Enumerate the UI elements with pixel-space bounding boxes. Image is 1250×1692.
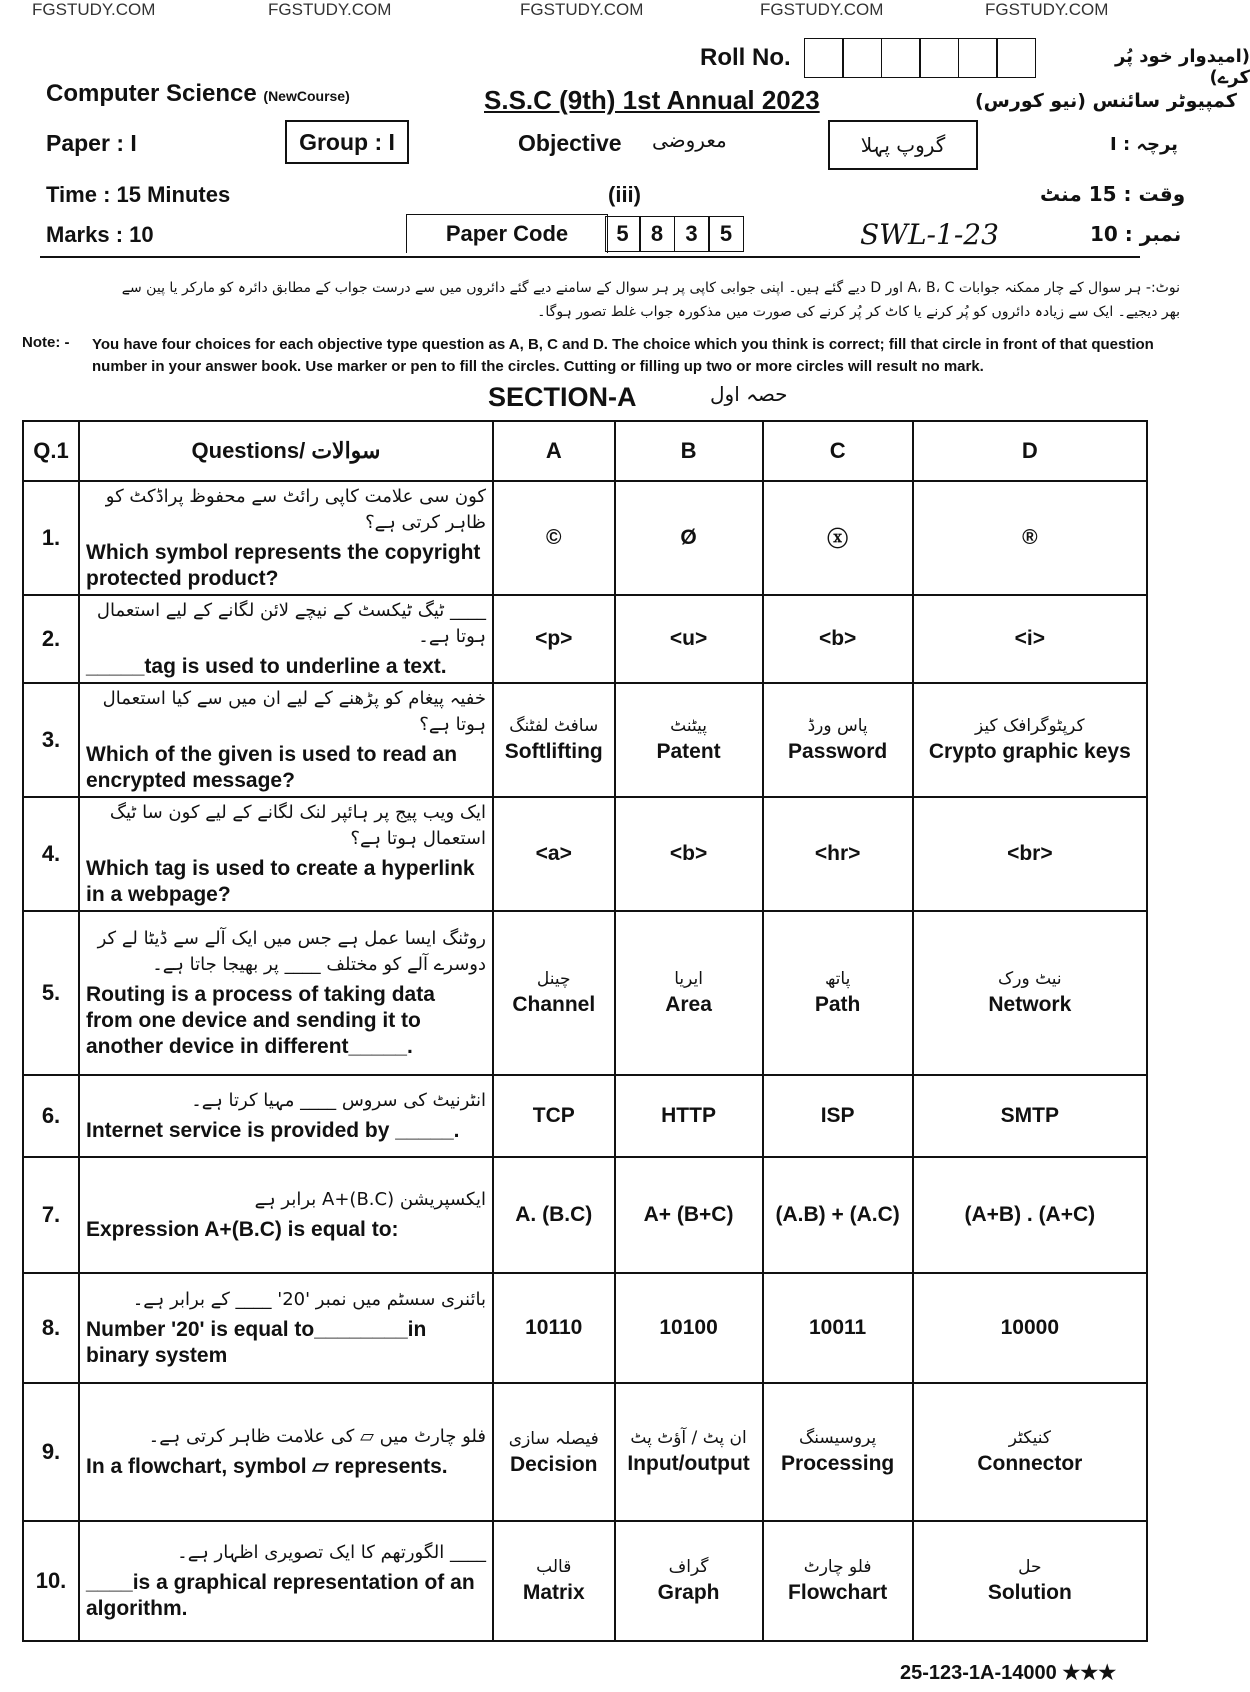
question-row [23, 797, 1147, 911]
question-text [79, 481, 493, 595]
option-english: TCP [532, 1104, 575, 1127]
option-d [913, 1075, 1147, 1157]
option-english: A. (B.C) [515, 1203, 593, 1226]
option-c [763, 1383, 913, 1521]
question-number: 8. [23, 1273, 79, 1383]
option-english: Crypto graphic keys [928, 740, 1131, 763]
option-d [913, 1521, 1147, 1641]
subject: Computer Science (NewCourse) [46, 80, 350, 107]
question-row [23, 1273, 1147, 1383]
option-urdu: حل [1018, 1557, 1042, 1577]
question-number: 7. [23, 1157, 79, 1273]
question-row [23, 481, 1147, 595]
option-english: Processing [781, 1452, 895, 1475]
watermark: FGSTUDY.COM [760, 0, 884, 19]
option-english: Password [788, 740, 888, 763]
paper-code-label: Paper Code [406, 214, 608, 253]
question-text [79, 797, 493, 911]
roll-urdu: (امیدوار خود پُر کرے) [1115, 46, 1250, 88]
option-urdu: سافٹ لفٹنگ [509, 716, 599, 736]
option-a [493, 1383, 615, 1521]
question-urdu: ایکسپریشن A+(B.C) برابر ہے [254, 1189, 486, 1210]
question-english: Which tag is used to create a hyperlink in a webpage? [86, 857, 475, 906]
option-english: Flowchart [788, 1581, 888, 1604]
question-text [79, 1157, 493, 1273]
code-digit: 8 [639, 216, 675, 252]
paper-label: Paper : I [46, 130, 137, 156]
option-english: <p> [535, 627, 573, 650]
question-english: ____is a graphical representation of an algorithm. [86, 1571, 475, 1620]
option-d [913, 797, 1147, 911]
option-english: Graph [657, 1581, 720, 1604]
option-b [615, 1157, 763, 1273]
question-english: Routing is a process of taking data from one device and sending it to another device in different_____. [86, 983, 435, 1058]
option-english: Ø [680, 526, 697, 549]
option-b [615, 595, 763, 683]
option-english: © [546, 526, 562, 549]
question-text [79, 911, 493, 1075]
question-urdu: ____ الگورتھم کا ایک تصویری اظہار ہے۔ [177, 1542, 486, 1563]
option-english: Decision [509, 1452, 598, 1476]
option-english: A+ (B+C) [643, 1203, 734, 1226]
option-english: Softlifting [504, 740, 603, 763]
option-c [763, 911, 913, 1075]
option-english: Channel [512, 993, 596, 1016]
note-text: You have four choices for each objective type question as A, B, C and D. The choice which you think is correct; fill that circle in front of that question number in your answer book. Use marker or pen to fill the circles. Cutting or filling up two or more circles will result no mark. [92, 336, 1154, 375]
option-d [913, 481, 1147, 595]
question-english: Internet service is provided by _____. [86, 1119, 460, 1142]
question-row [23, 683, 1147, 797]
option-c [763, 481, 913, 595]
option-english: (A+B) . (A+C) [964, 1203, 1096, 1226]
option-english: <a> [535, 842, 572, 865]
page-number: (iii) [608, 182, 641, 207]
subject-urdu: کمپیوٹر سائنس (نیو کورس) [975, 90, 1237, 112]
option-d [913, 683, 1147, 797]
option-d [913, 595, 1147, 683]
option-english: Input/output [627, 1452, 750, 1475]
objective-label: Objective [518, 130, 622, 156]
option-a [493, 797, 615, 911]
option-urdu: نیٹ ورک [998, 969, 1062, 989]
option-d [913, 1273, 1147, 1383]
question-text [79, 1273, 493, 1383]
option-english: Patent [656, 740, 721, 763]
option-english: ISP [820, 1104, 855, 1127]
option-c [763, 1273, 913, 1383]
option-d [913, 911, 1147, 1075]
option-b [615, 1383, 763, 1521]
question-row [23, 1157, 1147, 1273]
option-c [763, 683, 913, 797]
roll-no-boxes[interactable] [805, 38, 1036, 78]
option-a [493, 683, 615, 797]
exam-title: S.S.C (9th) 1st Annual 2023 [484, 85, 820, 115]
option-b [615, 683, 763, 797]
option-english: 10100 [659, 1316, 718, 1339]
option-d [913, 1157, 1147, 1273]
question-english: Expression A+(B.C) is equal to: [86, 1218, 399, 1241]
question-number: 3. [23, 683, 79, 797]
marks-urdu: نمبر : 10 [1090, 222, 1182, 246]
option-english: Matrix [522, 1581, 585, 1604]
option-b [615, 1273, 763, 1383]
marks-label: Marks : 10 [46, 222, 154, 247]
question-number: 2. [23, 595, 79, 683]
option-a [493, 1521, 615, 1641]
option-a [493, 481, 615, 595]
code-digit: 5 [605, 216, 641, 252]
section-title: SECTION-A [488, 382, 637, 412]
option-urdu: چینل [536, 969, 571, 989]
option-a [493, 1075, 615, 1157]
option-english: 10000 [1000, 1316, 1060, 1339]
option-english: SMTP [1000, 1104, 1059, 1127]
option-b [615, 1075, 763, 1157]
note-label: Note: - [22, 334, 70, 351]
question-urdu: روٹنگ ایسا عمل ہے جس میں ایک آلے سے ڈیٹا لے کر دوسرے آلے کو مختلف ____ پر بھیجا جاتا ہے۔ [97, 928, 486, 975]
time-urdu: وقت : 15 منٹ [1040, 182, 1186, 206]
code-digit: 3 [674, 216, 710, 252]
group-box: Group : I [285, 120, 409, 164]
option-english: HTTP [661, 1104, 716, 1127]
handwritten-code: SWL-1-23 [860, 218, 999, 251]
option-b [615, 1521, 763, 1641]
question-urdu: انٹرنیٹ کی سروس ____ مہیا کرتا ہے۔ [191, 1090, 486, 1111]
option-english: <b> [669, 842, 708, 865]
option-urdu: کنیکٹر [1008, 1428, 1051, 1448]
question-urdu: ایک ویب پیج پر ہائپر لنک لگانے کے لیے کون سا ٹیگ استعمال ہوتا ہے؟ [109, 802, 486, 849]
question-english: Which of the given is used to read an encrypted message? [86, 743, 458, 792]
option-english: Solution [987, 1581, 1072, 1604]
option-urdu: ان پٹ / آؤٹ پٹ [630, 1428, 747, 1448]
question-row [23, 1521, 1147, 1641]
question-row [23, 1383, 1147, 1521]
question-urdu: ____ ٹیگ ٹیکسٹ کے نیچے لائن لگانے کے لیے استعمال ہوتا ہے۔ [96, 600, 486, 647]
option-b [615, 481, 763, 595]
option-c [763, 1075, 913, 1157]
option-a [493, 595, 615, 683]
question-text [79, 683, 493, 797]
question-row [23, 1075, 1147, 1157]
col-questions: Questions/ سوالات [79, 421, 493, 481]
question-urdu: فلو چارٹ میں ▱ کی علامت ظاہر کرتی ہے۔ [148, 1426, 486, 1447]
roll-no-label: Roll No. [700, 44, 791, 71]
question-row [23, 911, 1147, 1075]
question-english: In a flowchart, symbol ▱ represents. [86, 1455, 448, 1478]
questions-table [22, 420, 1148, 1642]
header-divider [40, 256, 1140, 258]
option-english: (A.B) + (A.C) [775, 1203, 900, 1226]
question-english: _____tag is used to underline a text. [86, 655, 447, 678]
option-a [493, 911, 615, 1075]
question-text [79, 1383, 493, 1521]
objective-urdu: معروضی [652, 128, 727, 152]
option-a [493, 1157, 615, 1273]
option-urdu: قالب [536, 1557, 572, 1577]
paper-code [606, 216, 744, 252]
group-urdu-box: گروپ پہلا [828, 120, 978, 170]
watermark: FGSTUDY.COM [268, 0, 392, 19]
option-english: <u> [669, 627, 708, 650]
option-c [763, 797, 913, 911]
watermark: FGSTUDY.COM [985, 0, 1109, 19]
question-number: 5. [23, 911, 79, 1075]
option-b [615, 911, 763, 1075]
note-urdu: نوٹ:- ہر سوال کے چار ممکنہ جوابات A، B، C اور D دیے گئے ہیں۔ اپنی جوابی کاپی پر ہر سوال کے سامنے دیے گئے دائروں میں سے درست جواب کے مطابق دائرہ کو مارکر یا پین سے بھر دیجیے۔ ایک سے زیادہ دائروں کو پُر کرنے یا کاٹ کر پُر کرنے کی صورت میں مذکورہ جواب غلط تصور ہوگا۔ [121, 280, 1180, 320]
question-english: Which symbol represents the copyright protected product? [86, 541, 481, 590]
option-urdu: فلو چارٹ [803, 1557, 872, 1577]
col-c: C [763, 421, 913, 481]
question-text [79, 1075, 493, 1157]
question-number: 1. [23, 481, 79, 595]
question-urdu: کون سی علامت کاپی رائٹ سے محفوظ پراڈکٹ کو ظاہر کرتی ہے؟ [105, 486, 486, 533]
question-number: 6. [23, 1075, 79, 1157]
question-text [79, 1521, 493, 1641]
option-english: <hr> [814, 842, 861, 865]
option-english: <b> [818, 627, 857, 650]
question-number: 10. [23, 1521, 79, 1641]
option-urdu: پاتھ [824, 969, 851, 989]
option-urdu: فیصلہ سازی [508, 1428, 599, 1449]
paper-urdu: پرچہ : I [1110, 134, 1178, 155]
question-row [23, 595, 1147, 683]
option-english: 10011 [809, 1316, 867, 1339]
option-c [763, 1157, 913, 1273]
option-b [615, 797, 763, 911]
option-d [913, 1383, 1147, 1521]
option-urdu: پیٹنٹ [670, 716, 707, 736]
question-urdu: خفیہ پیغام کو پڑھنے کے لیے ان میں سے کیا استعمال ہوتا ہے؟ [102, 688, 486, 735]
question-number: 9. [23, 1383, 79, 1521]
option-c [763, 1521, 913, 1641]
question-number: 4. [23, 797, 79, 911]
watermark: FGSTUDY.COM [520, 0, 644, 19]
option-english: Connector [977, 1452, 1083, 1475]
section-urdu: حصہ اول [710, 382, 788, 406]
code-digit: 5 [708, 216, 744, 252]
option-urdu: ایریا [674, 969, 703, 989]
col-q: Q.1 [23, 421, 79, 481]
question-english: Number '20' is equal to________in binary system [86, 1318, 427, 1367]
option-urdu: گراف [668, 1557, 709, 1577]
footer-code: 25-123-1A-14000 ★★★ [900, 1662, 1117, 1684]
option-english: <i> [1014, 627, 1046, 650]
option-english: 10110 [525, 1316, 583, 1339]
option-english: <br> [1007, 842, 1053, 865]
option-english: Network [988, 993, 1072, 1016]
option-urdu: کرپٹوگرافک کیز [974, 716, 1085, 736]
option-a [493, 1273, 615, 1383]
option-urdu: پروسیسنگ [799, 1428, 877, 1448]
option-c [763, 595, 913, 683]
time-label: Time : 15 Minutes [46, 182, 231, 207]
option-english: ® [1022, 526, 1038, 549]
col-d: D [913, 421, 1147, 481]
option-english: ⓧ [827, 528, 849, 551]
option-english: Area [665, 993, 712, 1016]
question-text [79, 595, 493, 683]
col-a: A [493, 421, 615, 481]
watermark: FGSTUDY.COM [32, 0, 156, 19]
option-urdu: پاس ورڈ [807, 716, 868, 736]
option-english: Path [814, 993, 861, 1016]
col-b: B [615, 421, 763, 481]
question-urdu: بائنری سسٹم میں نمبر '20' ____ کے برابر ہے۔ [132, 1289, 486, 1310]
